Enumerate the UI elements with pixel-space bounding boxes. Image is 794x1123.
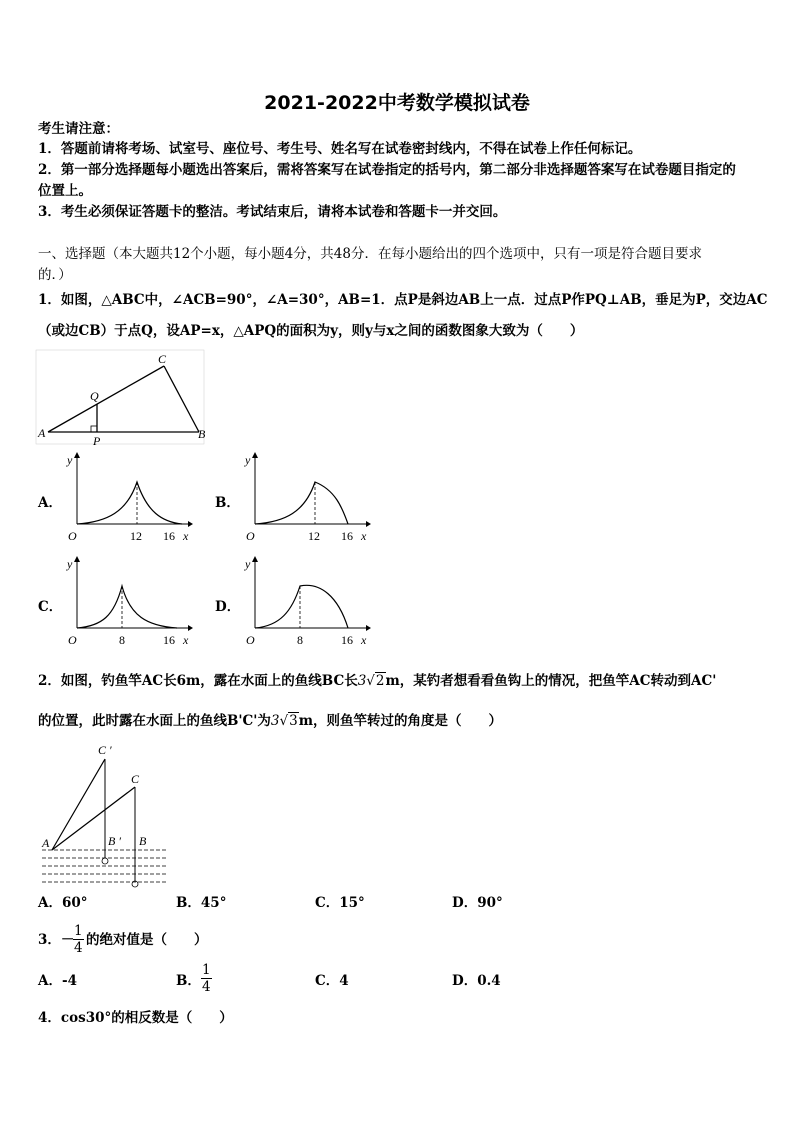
q3-option-b[interactable]: B． xyxy=(176,973,201,989)
q1-option-c[interactable]: C． xyxy=(38,599,63,615)
label-c: C xyxy=(158,352,167,366)
svg-text:B: B xyxy=(139,834,147,848)
svg-text:x: x xyxy=(361,529,367,543)
q2-fishing-figure xyxy=(38,742,173,887)
q1-graph-a xyxy=(62,452,192,552)
q1-option-a[interactable]: A． xyxy=(38,495,62,511)
notice-item-1: 1．答题前请将考场、试室号、座位号、考生号、姓名写在试卷密封线内，不得在试卷上作任何标记。 xyxy=(38,141,642,157)
label-p: P xyxy=(93,434,101,448)
svg-text:x: x xyxy=(183,633,189,647)
svg-text:8: 8 xyxy=(119,633,125,647)
notice-heading: 考生请注意： xyxy=(38,121,119,137)
q3-option-a[interactable]: A．-4 xyxy=(38,973,77,989)
q2-option-d[interactable]: D．90° xyxy=(452,895,503,911)
q2-text: 2．如图，钓鱼竿AC长6m，露在水面上的鱼线BC长3√2m，某钓者想看看鱼钩上的情况，把鱼竿AC转动到AC' xyxy=(38,673,717,689)
label-b: B xyxy=(198,427,206,441)
q3-option-d[interactable]: D．0.4 xyxy=(452,973,501,989)
sqrt-symbol: √3 xyxy=(279,713,298,729)
q1-triangle-figure xyxy=(36,350,206,448)
page-title: 2021-2022中考数学模拟试卷 xyxy=(264,92,530,114)
section-heading-cont: 的．） xyxy=(38,267,72,283)
svg-text:x: x xyxy=(361,633,367,647)
svg-text:x: x xyxy=(183,529,189,543)
svg-text:16: 16 xyxy=(341,529,353,543)
svg-text:16: 16 xyxy=(341,633,353,647)
svg-text:C: C xyxy=(131,772,140,786)
svg-text:C ′: C ′ xyxy=(98,743,112,757)
right-angle-mark xyxy=(91,426,97,432)
q2-option-b[interactable]: B．45° xyxy=(176,895,227,911)
svg-text:A: A xyxy=(42,836,50,850)
svg-text:O: O xyxy=(68,633,77,647)
q3-prefix: 3．－ xyxy=(38,932,75,948)
q2-text-cont: 的位置，此时露在水面上的鱼线B'C'为3√3m，则鱼竿转过的角度是（ ） xyxy=(38,713,503,729)
svg-text:y: y xyxy=(245,453,251,467)
label-q: Q xyxy=(90,389,99,403)
svg-text:8: 8 xyxy=(297,633,303,647)
q3-option-b-fraction: $\frac{1}{4}$ xyxy=(202,962,211,995)
svg-text:O: O xyxy=(68,529,77,543)
svg-text:16: 16 xyxy=(163,633,175,647)
q3-fraction: $\frac{1}{4}$ xyxy=(74,923,83,956)
side-cb xyxy=(164,366,199,432)
q1-option-b[interactable]: B． xyxy=(215,495,240,511)
svg-text:y: y xyxy=(67,453,73,467)
rod-ac xyxy=(52,787,135,850)
q3-suffix: 的绝对值是（ ） xyxy=(86,932,208,948)
svg-text:y: y xyxy=(245,557,251,571)
q1-option-d[interactable]: D． xyxy=(215,599,241,615)
q1-graph-d xyxy=(240,556,370,656)
notice-item-3: 3．考生必须保证答题卡的整洁。考试结束后，请将本试卷和答题卡一并交回。 xyxy=(38,204,507,220)
svg-text:O: O xyxy=(246,633,255,647)
q1-graph-b xyxy=(240,452,370,552)
notice-item-2: 2．第一部分选择题每小题选出答案后，需将答案写在试卷指定的括号内，第二部分非选择题答案写在试卷题目指定的 xyxy=(38,162,736,178)
q1-graph-c xyxy=(62,556,192,656)
notice-item-2-cont: 位置上。 xyxy=(38,183,92,199)
sqrt-symbol: √2 xyxy=(366,673,385,689)
q1-text: 1．如图，△ABC中，∠ACB=90°，∠A=30°，AB=1．点P是斜边AB上一点．过点P作PQ⊥AB，垂足为P，交边AC xyxy=(38,292,768,308)
q2-option-a[interactable]: A．60° xyxy=(38,895,88,911)
label-a: A xyxy=(38,426,46,440)
svg-text:y: y xyxy=(67,557,73,571)
svg-text:16: 16 xyxy=(163,529,175,543)
q1-text-cont: （或边CB）于点Q，设AP=x，△APQ的面积为y，则y与x之间的函数图象大致为（ ） xyxy=(38,323,584,339)
side-ac xyxy=(48,366,164,432)
rod-ac-prime xyxy=(52,759,105,850)
q4-text: 4．cos30°的相反数是（ ） xyxy=(38,1010,233,1026)
q3-option-c[interactable]: C．4 xyxy=(315,973,349,989)
q2-option-c[interactable]: C．15° xyxy=(315,895,365,911)
svg-text:B ′: B ′ xyxy=(108,834,121,848)
svg-text:O: O xyxy=(246,529,255,543)
section-heading: 一、选择题（本大题共12个小题，每小题4分，共48分．在每小题给出的四个选项中，只有一项是符合题目要求 xyxy=(38,246,702,262)
svg-text:12: 12 xyxy=(130,529,142,543)
svg-text:12: 12 xyxy=(308,529,320,543)
